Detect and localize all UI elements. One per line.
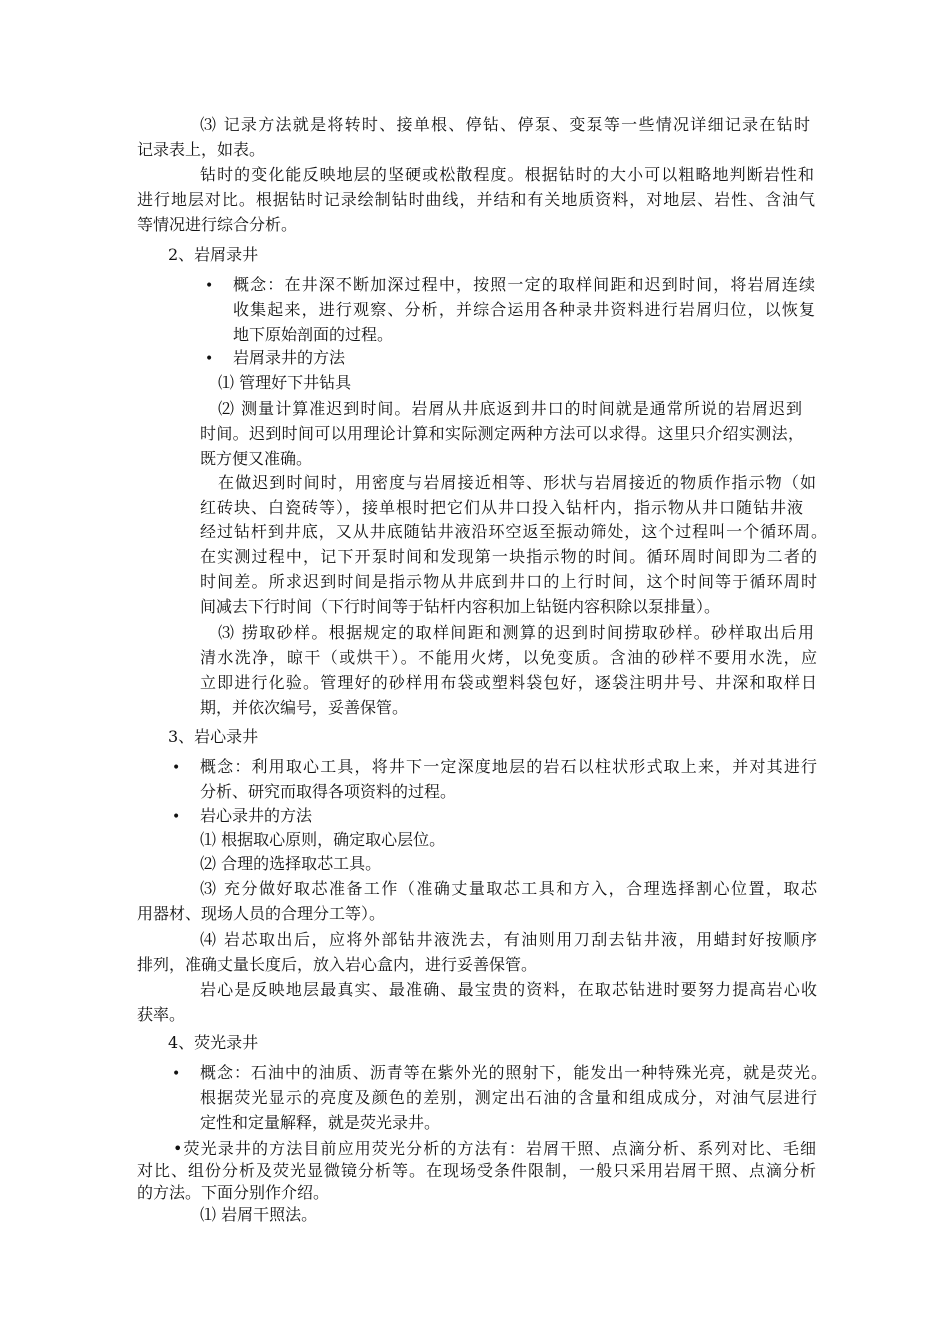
bullet-marker: • xyxy=(172,809,181,825)
text-line: 时间差。所求迟到时间是指示物从井底到井口的上行时间，这个时间等于循环周时 xyxy=(200,572,817,591)
text-line: 根据荧光显示的亮度及颜色的差别，测定出石油的含量和组成成分，对油气层进行 xyxy=(200,1088,817,1107)
text-line: 等情况进行综合分析。 xyxy=(137,215,298,234)
text-line: 红砖块、白瓷砖等），接单根时把它们从井口投入钻杆内，指示物从井口随钻井液 xyxy=(200,498,803,517)
text-line: ⑶ 记录方法就是将转时、接单根、停钻、停泵、变泵等一些情况详细记录在钻时 xyxy=(200,115,810,134)
bullet-marker: • xyxy=(205,278,214,294)
text-line: 岩屑录井的方法 xyxy=(233,348,346,367)
text-line: 间减去下行时间（下行时间等于钻杆内容积加上钻铤内容积除以泵排量）。 xyxy=(200,597,721,616)
text-line: 期，并依次编号，妥善保管。 xyxy=(200,698,409,717)
text-line: ⑷ 岩芯取出后，应将外部钻井液洗去，有油则用刀刮去钻井液，用蜡封好按顺序 xyxy=(200,930,817,949)
text-line: 概念：石油中的油质、沥青等在紫外光的照射下，能发出一种特殊光亮，就是荧光。 xyxy=(200,1063,827,1082)
text-line: 的方法。下面分别作介绍。 xyxy=(137,1183,330,1202)
text-line: 岩心是反映地层最真实、最准确、最宝贵的资料，在取芯钻进时要努力提高岩心收 xyxy=(200,980,817,999)
text-line: 地下原始剖面的过程。 xyxy=(233,325,394,344)
text-line: 用器材、现场人员的合理分工等）。 xyxy=(137,904,386,923)
text-line: 钻时的变化能反映地层的坚硬或松散程度。根据钻时的大小可以粗略地判断岩性和 xyxy=(200,165,814,184)
text-line: 立即进行化验。管理好的砂样用布袋或塑料袋包好，逐袋注明井号、井深和取样日 xyxy=(200,673,817,692)
text-line: ⑴ 根据取心原则，确定取心层位。 xyxy=(200,830,446,849)
text-line: 经过钻杆到井底，又从井底随钻井液沿环空返至振动筛处，这个过程叫一个循环周。 xyxy=(200,522,827,541)
text-line: 在做迟到时间时，用密度与岩屑接近相等、形状与岩屑接近的物质作指示物（如 xyxy=(218,473,816,492)
text-line: ⑴ 岩屑干照法。 xyxy=(200,1205,318,1224)
text-line: ⑵ 合理的选择取芯工具。 xyxy=(200,854,382,873)
text-line: 记录表上，如表。 xyxy=(137,140,266,159)
text-line: 时间。迟到时间可以用理论计算和实际测定两种方法可以求得。这里只介绍实测法， xyxy=(200,424,804,443)
text-line: 对比、组份分析及荧光显微镜分析等。在现场受条件限制，一般只采用岩屑干照、点滴分析 xyxy=(137,1161,816,1180)
text-line: ⑶ 捞取砂样。根据规定的取样间距和测算的迟到时间捞取砂样。砂样取出后用 xyxy=(218,623,814,642)
text-line: 既方便又准确。 xyxy=(200,449,313,468)
text-line: 进行地层对比。根据钻时记录绘制钻时曲线，并结和有关地质资料，对地层、岩性、含油气 xyxy=(137,190,815,209)
text-line: •荧光录井的方法目前应用荧光分析的方法有：岩屑干照、点滴分析、系列对比、毛细 xyxy=(173,1139,816,1158)
text-line: 概念：在井深不断加深过程中，按照一定的取样间距和迟到时间，将岩屑连续 xyxy=(233,275,815,294)
text-line: 收集起来，进行观察、分析，并综合运用各种录井资料进行岩屑归位，以恢复 xyxy=(233,300,815,319)
text-line: ⑵ 测量计算准迟到时间。岩屑从井底返到井口的时间就是通常所说的岩屑迟到 xyxy=(218,399,802,418)
text-line: 在实测过程中，记下开泵时间和发现第一块指示物的时间。循环周时间即为二者的 xyxy=(200,547,817,566)
text-line: ⑶ 充分做好取芯准备工作（准确丈量取芯工具和方入，合理选择割心位置，取芯 xyxy=(200,879,817,898)
section-heading: 2、岩屑录井 xyxy=(168,245,259,264)
text-line: 分析、研究而取得各项资料的过程。 xyxy=(200,782,457,801)
text-line: 概念：利用取心工具，将井下一定深度地层的岩石以柱状形式取上来，并对其进行 xyxy=(200,757,817,776)
text-line: 获率。 xyxy=(137,1005,186,1024)
text-line: 岩心录井的方法 xyxy=(200,806,313,825)
bullet-marker: • xyxy=(205,351,214,367)
section-heading: 4、荧光录井 xyxy=(168,1033,259,1052)
text-line: 清水洗净，晾干（或烘干）。不能用火烤，以免变质。含油的砂样不要用水洗，应 xyxy=(200,648,817,667)
text-line: 定性和定量解释，就是荧光录井。 xyxy=(200,1113,441,1132)
text-line: 排列，准确丈量长度后，放入岩心盒内，进行妥善保管。 xyxy=(137,955,538,974)
text-line: ⑴ 管理好下井钻具 xyxy=(218,373,352,392)
bullet-marker: • xyxy=(172,1066,181,1082)
section-heading: 3、岩心录井 xyxy=(168,727,259,746)
bullet-marker: • xyxy=(172,760,181,776)
